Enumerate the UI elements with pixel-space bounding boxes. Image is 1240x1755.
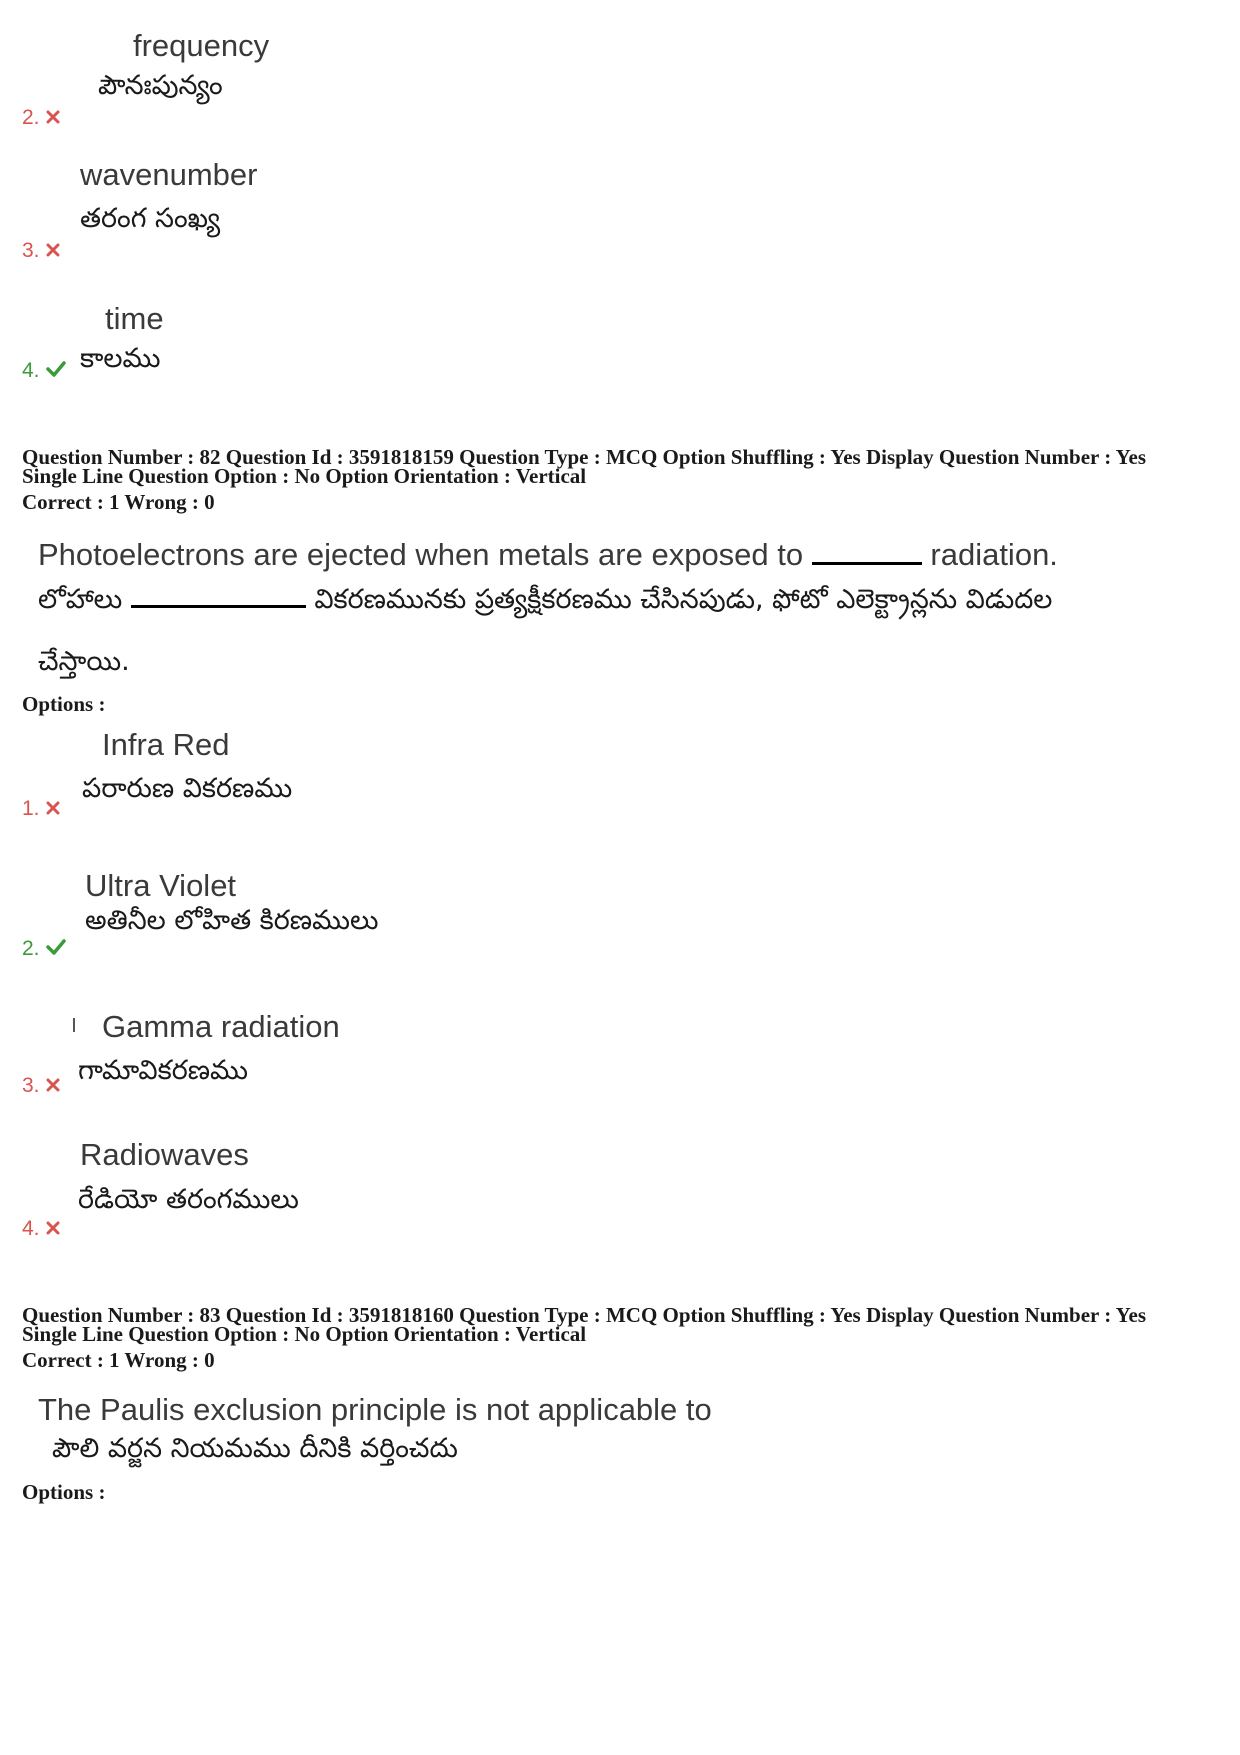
question-text-part: Photoelectrons are ejected when metals are exposed to [38,537,804,572]
question-meta-line: Single Line Question Option : No Option Orientation : Vertical [22,464,587,488]
option-number-label: 2. [22,937,40,960]
cross-icon [46,1217,60,1241]
option-number-label: 1. [22,797,40,820]
option-number-label: 4. [22,359,40,382]
cross-icon [46,1074,60,1098]
option-en: Radiowaves [80,1137,249,1172]
option-te: అతినీల లోహిత కిరణములు [85,905,379,936]
option-number [22,1217,60,1241]
question-text-part: radiation. [930,537,1058,572]
vertical-tick-mark [73,1018,75,1032]
options-label: Options : [22,692,106,716]
cross-icon [46,239,60,263]
question-meta-line: Single Line Question Option : No Option Orientation : Vertical [22,1322,587,1346]
option-en: Gamma radiation [102,1009,340,1044]
answer-blank [812,562,922,565]
option-te: రేడియో తరంగములు [78,1184,299,1215]
question-text-te-cont: చేస్తాయి. [38,646,130,677]
option-te: పరారుణ వికరణము [82,773,293,804]
option-en: wavenumber [80,157,258,192]
option-number-label: 3. [22,239,40,262]
question-text-en: The Paulis exclusion principle is not applicable to [38,1392,712,1427]
question-text-te [38,584,1052,622]
option-number [22,106,60,130]
question-text-te: పౌలి వర్జన నియమము దీనికి వర్తించదు [52,1433,458,1464]
cross-icon [46,106,60,130]
cross-icon [46,797,60,821]
question-text-en [38,537,1058,573]
option-en: time [105,301,164,336]
option-en: Ultra Violet [85,868,237,903]
option-te: తరంగ సంఖ్య [80,203,221,234]
option-number [22,937,66,961]
option-te: పౌనఃపున్యం [98,70,223,101]
question-meta-line: Question Number : 82 Question Id : 3591818159 Question Type : MCQ Option Shuffling : Yes Display Question Number : Yes [22,445,1147,469]
question-marks: Correct : 1 Wrong : 0 [22,490,215,514]
question-text-part: వికరణమునకు ప్రత్యక్షీకరణము చేసినపుడు, ఫోటో ఎలెక్ట్రాన్లను విడుదల [314,584,1053,615]
check-icon [46,359,66,383]
option-number [22,359,66,383]
answer-blank [131,605,306,608]
option-te: కాలము [80,343,161,374]
question-meta-line: Question Number : 83 Question Id : 3591818160 Question Type : MCQ Option Shuffling : Yes Display Question Number : Yes [22,1303,1147,1327]
option-number-label: 2. [22,106,40,129]
option-te: గామావికరణము [78,1055,248,1086]
options-label: Options : [22,1480,106,1504]
option-number-label: 3. [22,1074,40,1097]
option-en: frequency [133,28,270,63]
option-number [22,1074,60,1098]
question-text-part: లోహాలు [38,584,123,615]
check-icon [46,937,66,961]
option-number [22,239,60,263]
option-en: Infra Red [102,727,230,762]
option-number [22,797,60,821]
question-marks: Correct : 1 Wrong : 0 [22,1348,215,1372]
option-number-label: 4. [22,1217,40,1240]
